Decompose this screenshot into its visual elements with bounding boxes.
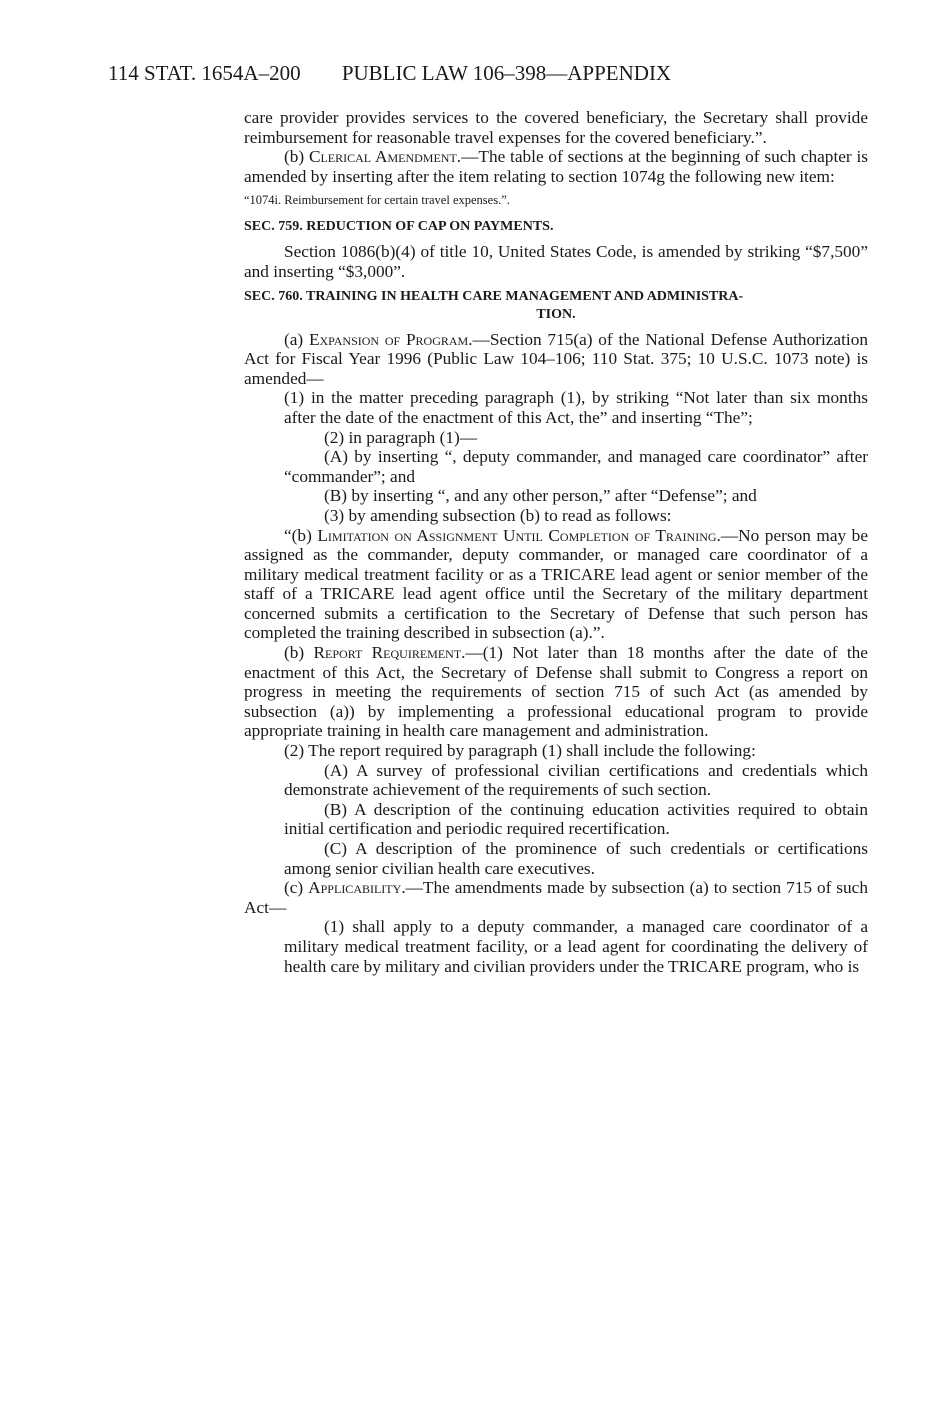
section-760-heading-line1: SEC. 760. TRAINING IN HEALTH CARE MANAGEMENT AND ADMINISTRA- xyxy=(244,288,744,304)
paragraph-c1: (1) shall apply to a deputy commander, a managed care coordinator of a military medical treatment facility, or a lead agent for coordinating the delivery of health care by military and civilian providers under the TRICARE program, who is xyxy=(284,917,868,976)
subparagraph-b2A: (A) A survey of professional civilian certifications and credentials which demonstrate achievement of the requirements of such section. xyxy=(284,760,868,800)
limitation-on-assignment-paragraph xyxy=(244,526,868,644)
subsection-heading: Clerical Amendment xyxy=(308,147,457,167)
section-760-heading-line2: TION. xyxy=(536,306,576,322)
section-760-heading xyxy=(244,288,868,324)
subsection-label: (a) xyxy=(284,329,309,349)
subsection-text: .—The table of sections at the beginning of such chapter is amended by inserting after the item relating to section 1074g the following new item: xyxy=(244,147,868,186)
statute-citation: 114 STAT. 1654A–200 xyxy=(108,61,301,85)
page-header xyxy=(108,60,868,86)
public-law-title: PUBLIC LAW 106–398—APPENDIX xyxy=(341,61,672,85)
paragraph-a2: (2) in paragraph (1)— xyxy=(324,427,478,447)
paragraph-a3: (3) by amending subsection (b) to read as follows: xyxy=(324,505,672,525)
subsection-label: (b) xyxy=(284,147,309,167)
section-759-heading: SEC. 759. REDUCTION OF CAP ON PAYMENTS. xyxy=(244,219,554,235)
subsection-heading: Limitation on Assignment Until Completion of Training xyxy=(317,525,717,545)
applicability-paragraph xyxy=(244,878,868,917)
subsection-heading: Applicability xyxy=(308,878,402,898)
paragraph-b2: (2) The report required by paragraph (1) shall include the following: xyxy=(284,741,756,761)
section-759-text: Section 1086(b)(4) of title 10, United States Code, is amended by striking “$7,500” and inserting “$3,000”. xyxy=(244,242,868,281)
subsection-label: (c) xyxy=(284,878,309,898)
clerical-amendment-paragraph xyxy=(244,147,868,186)
table-of-sections-item: “1074i. Reimbursement for certain travel expenses.”. xyxy=(244,193,510,208)
subparagraph-b2C: (C) A description of the prominence of such credentials or certifications among senior civilian health care executives. xyxy=(284,839,868,878)
subsection-label: “(b) xyxy=(284,525,318,545)
subsection-label: (b) xyxy=(284,643,314,663)
subsection-text: .—No person may be assigned as the commander, deputy commander, or managed care coordinator of a military medical treatment facility or as a TRICARE lead agent or senior member of the staff of a TRICARE lead agent office until the Secretary of the military department concerned submits a certification to the Secretary of Defense that such person has completed the training described in subsection (a).”. xyxy=(244,525,868,643)
subsection-text: .—The amendments made by subsection (a) to section 715 of such Act— xyxy=(244,878,868,917)
expansion-of-program-paragraph xyxy=(244,330,868,389)
paragraph-continuation: care provider provides services to the covered beneficiary, the Secretary shall provide reimbursement for reasonable travel expenses for the covered beneficiary.”. xyxy=(244,108,868,147)
paragraph-a1: (1) in the matter preceding paragraph (1), by striking “Not later than six months after the date of the enactment of this Act, the” and inserting “The”; xyxy=(284,388,868,427)
subparagraph-a2A: (A) by inserting “, deputy commander, and managed care coordinator” after “commander”; and xyxy=(284,447,868,486)
subparagraph-b2B: (B) A description of the continuing education activities required to obtain initial certification and periodic required recertification. xyxy=(284,799,868,839)
document-body xyxy=(244,108,868,976)
subsection-heading: Expansion of Program xyxy=(308,329,469,349)
subsection-heading: Report Requirement xyxy=(313,643,462,663)
subsection-text: .—(1) Not later than 18 months after the date of the enactment of this Act, the Secretary of Defense shall submit to Congress a report on progress in meeting the requirements of section 715 of such Act (as amended by subsection (a)) by implementing a professional educational program to provide appropriate training in health care management and administration. xyxy=(244,643,868,741)
subsection-text: .—Section 715(a) of the National Defense Authorization Act for Fiscal Year 1996 (Public Law 104–106; 110 Stat. 375; 10 U.S.C. 1073 note) is amended— xyxy=(244,329,868,388)
subparagraph-a2B: (B) by inserting “, and any other person,” after “Defense”; and xyxy=(324,486,757,506)
report-requirement-paragraph xyxy=(244,643,868,741)
